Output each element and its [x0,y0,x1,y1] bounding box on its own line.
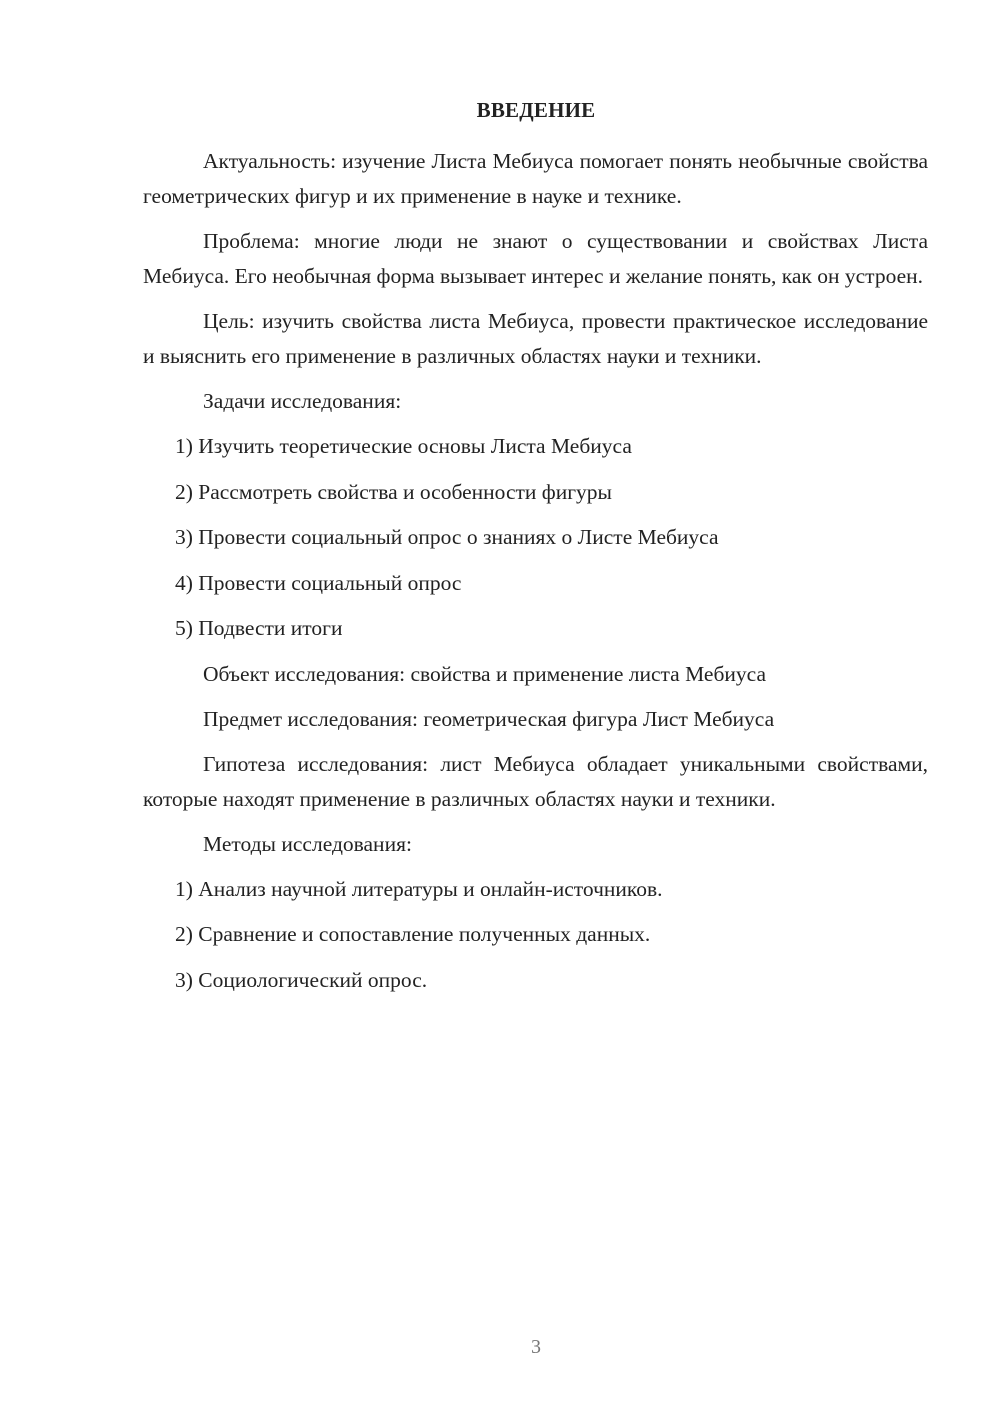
page-title: ВВЕДЕНИЕ [476,98,596,122]
goal-paragraph: Цель: изучить свойства листа Мебиуса, провести практическое исследование и выяснить его применение в различных областях науки и техники. [143,309,928,368]
list-item: 1) Изучить теоретические основы Листа Мебиуса [175,434,632,458]
list-item: 1) Анализ научной литературы и онлайн-источников. [175,876,663,901]
list-item: 3) Социологический опрос. [175,967,428,992]
hypothesis-paragraph: Гипотеза исследования: лист Мебиуса обладает уникальными свойствами, которые находят применение в различных областях науки и техники. [143,751,928,811]
problem-paragraph: Проблема: многие люди не знают о существовании и свойствах Листа Мебиуса. Его необычная форма вызывает интерес и желание понять, как он устроен. [143,229,928,288]
list-item: 2) Сравнение и сопоставление полученных данных. [175,922,651,946]
relevance-paragraph: Актуальность: изучение Листа Мебиуса помогает понять необычные свойства геометрических фигур и их применение в науке и технике. [143,149,928,208]
methods-heading: Методы исследования: [203,831,412,856]
list-item: 2) Рассмотреть свойства и особенности фигуры [175,479,612,504]
methods-list [143,872,928,999]
page-number: 3 [531,1336,541,1358]
list-item: 5) Подвести итоги [175,616,343,640]
subject-line: Предмет исследования: геометрическая фигура Лист Мебиуса [203,706,775,731]
tasks-list [143,429,928,647]
object-line: Объект исследования: свойства и применение листа Мебиуса [203,661,767,686]
list-item: 3) Провести социальный опрос о знаниях о Листе Мебиуса [175,525,719,549]
tasks-heading: Задачи исследования: [203,389,402,413]
document-body [143,144,928,1008]
list-item: 4) Провести социальный опрос [175,570,462,595]
